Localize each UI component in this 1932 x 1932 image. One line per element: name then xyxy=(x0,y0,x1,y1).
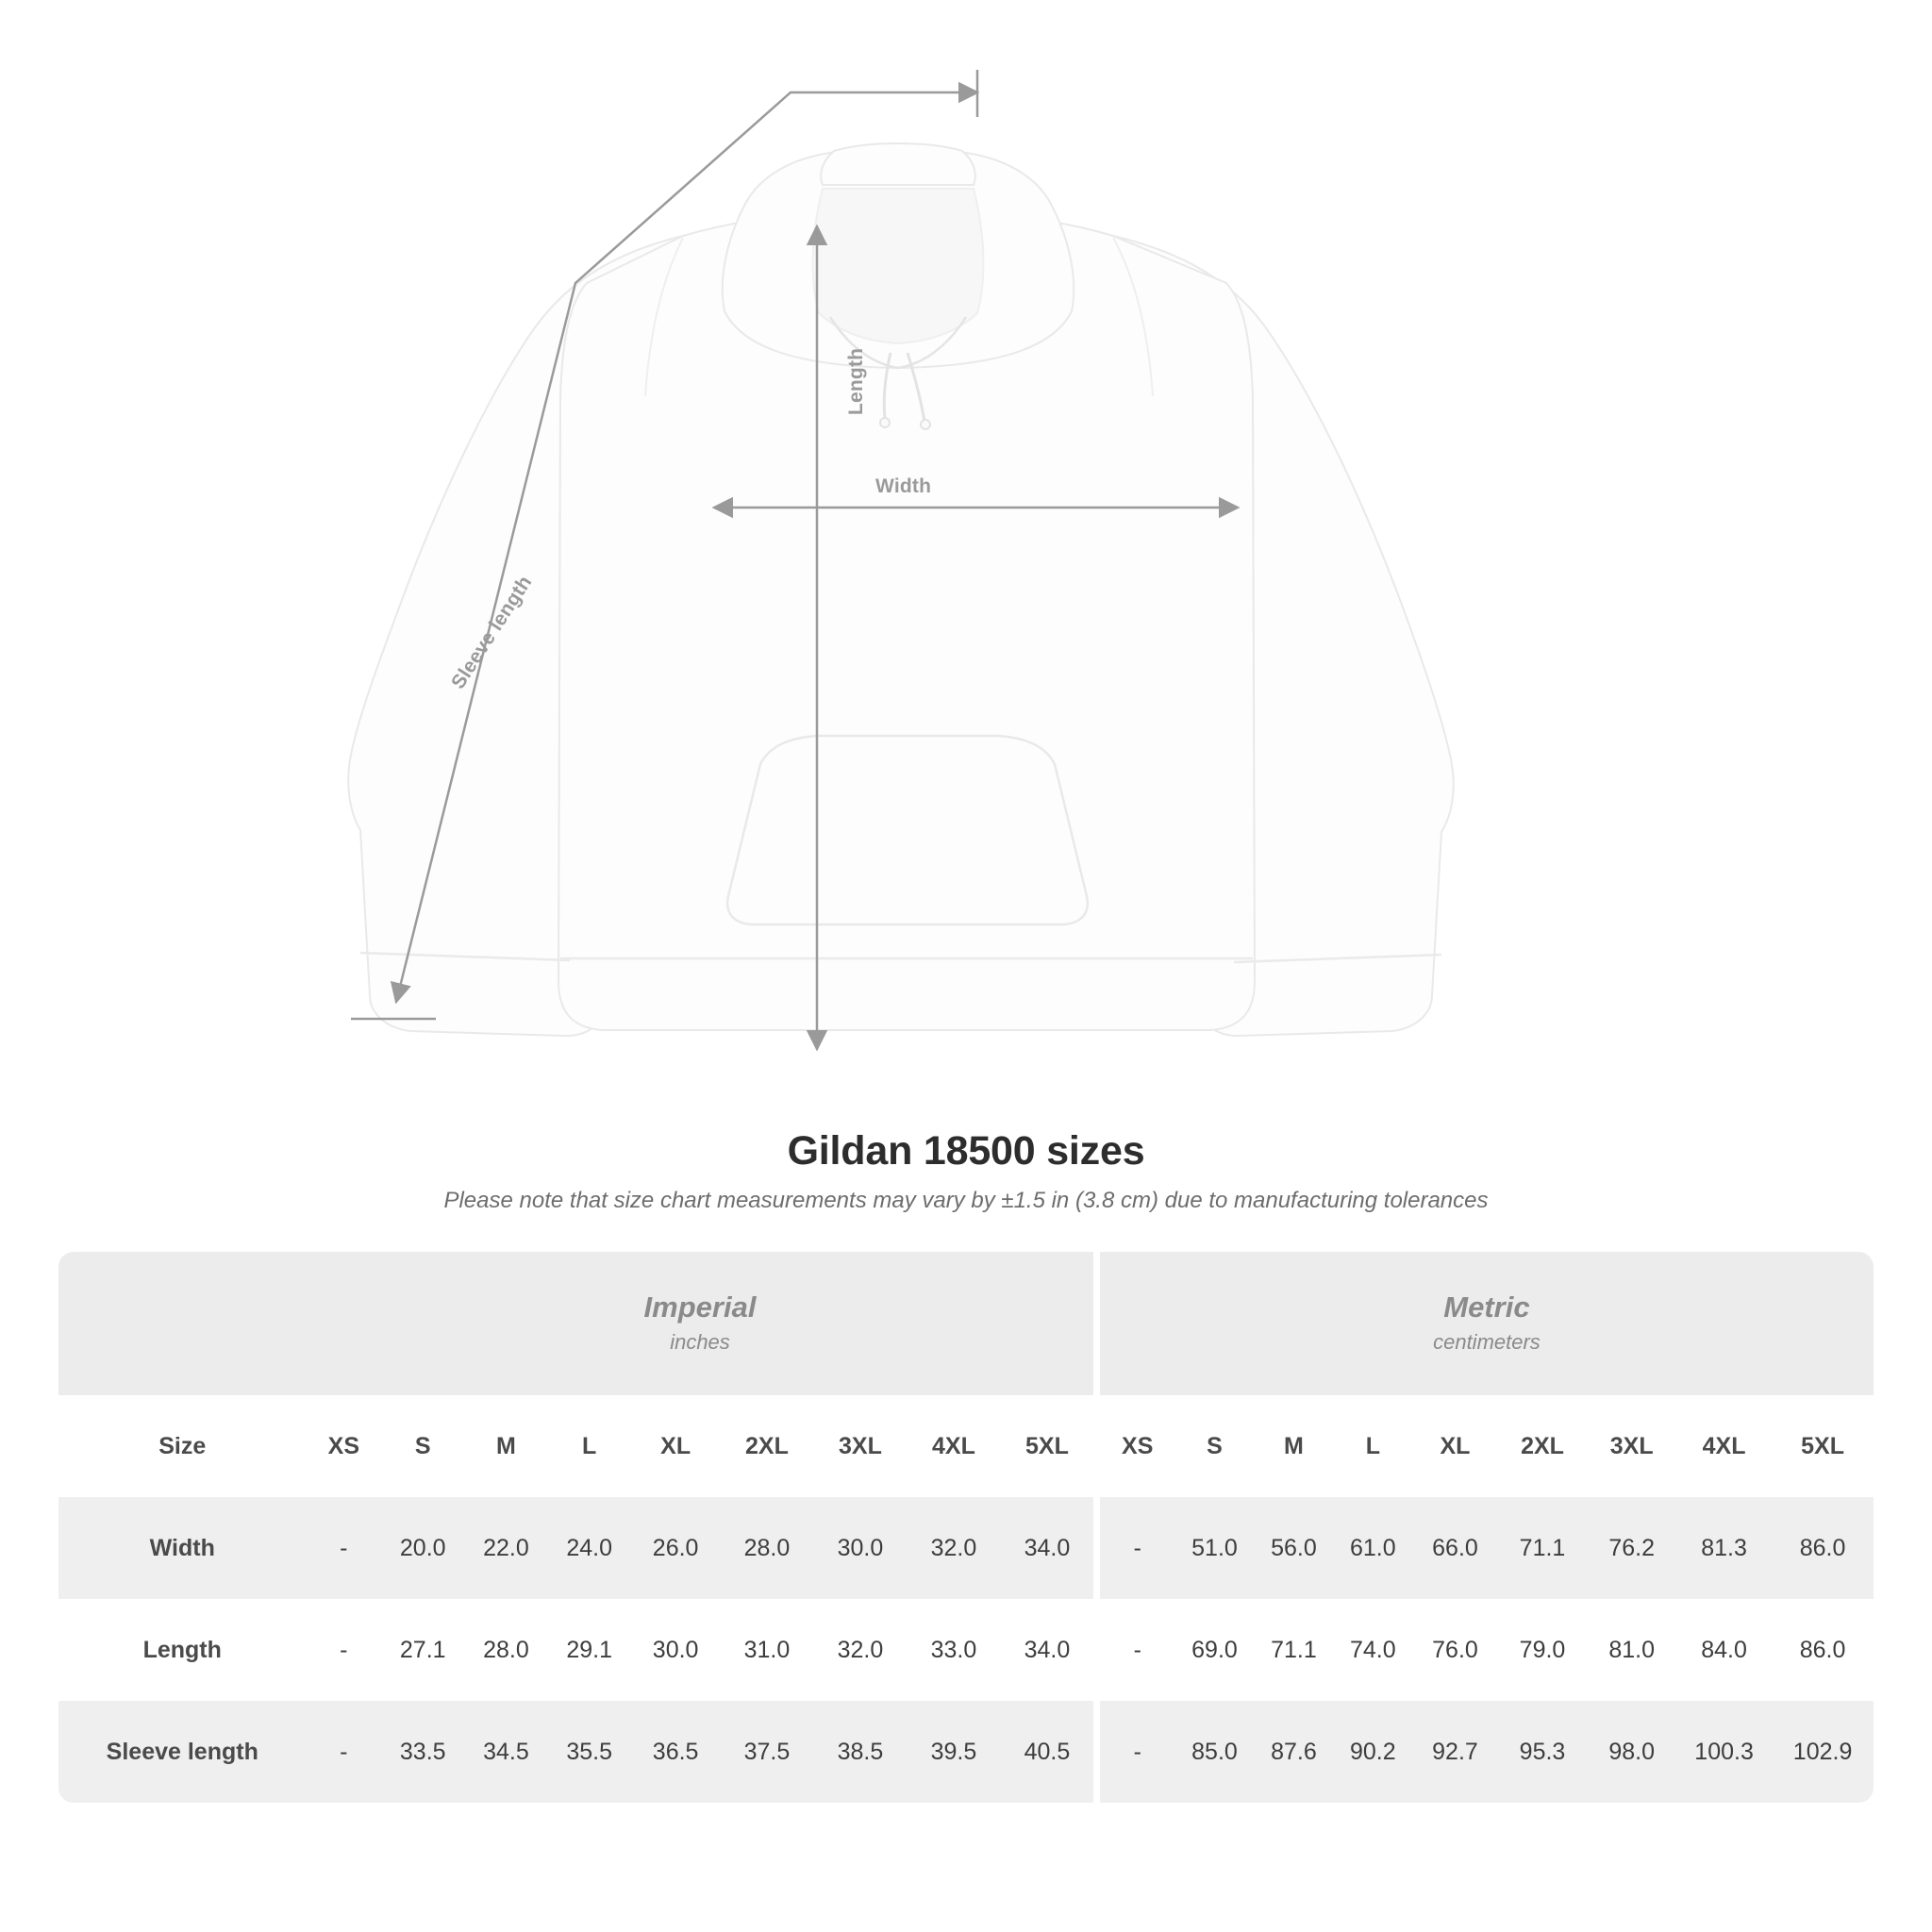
size-table xyxy=(58,1252,1874,1803)
cell-length-imperial-m: 28.0 xyxy=(483,1636,529,1663)
cell-length-metric-5xl: 86.0 xyxy=(1799,1636,1846,1663)
cell-width-imperial-s: 20.0 xyxy=(381,1497,464,1599)
header-imperial-l: L xyxy=(548,1395,631,1497)
cell-sleeve-metric-s: 85.0 xyxy=(1175,1701,1255,1803)
cell-length-metric-m: 71.1 xyxy=(1271,1636,1317,1663)
header-imperial-m: M xyxy=(464,1395,547,1497)
cell-width-imperial-m: 22.0 xyxy=(464,1497,547,1599)
cell-sleeve-imperial-s: 33.5 xyxy=(381,1701,464,1803)
header-imperial-s: S xyxy=(381,1395,464,1497)
cell-length-imperial-xl: 30.0 xyxy=(652,1636,699,1663)
cell-length-imperial-l: 29.1 xyxy=(566,1636,613,1663)
cell-width-imperial-3xl: 30.0 xyxy=(813,1497,907,1599)
cell-sleeve-imperial-4xl: 39.5 xyxy=(907,1701,1000,1803)
cell-length-metric-xl: 76.0 xyxy=(1432,1636,1478,1663)
cell-sleeve-metric-xl: 92.7 xyxy=(1412,1701,1497,1803)
cell-sleeve-metric-l: 90.2 xyxy=(1333,1701,1412,1803)
cell-length-imperial-3xl: 32.0 xyxy=(837,1636,884,1663)
cell-width-metric-3xl: 76.2 xyxy=(1587,1497,1676,1599)
header-size-label: Size xyxy=(58,1395,307,1497)
header-metric-s: S xyxy=(1175,1395,1255,1497)
cell-sleeve-imperial-l: 35.5 xyxy=(548,1701,631,1803)
header-metric-5xl: 5XL xyxy=(1772,1395,1874,1497)
header-metric-xl: XL xyxy=(1412,1395,1497,1497)
unit-imperial-unit: inches xyxy=(670,1329,730,1354)
cell-length-imperial-xs: - xyxy=(340,1636,348,1663)
cell-sleeve-imperial-3xl: 38.5 xyxy=(813,1701,907,1803)
cell-sleeve-metric-xs: - xyxy=(1100,1701,1175,1803)
tolerance-note: Please note that size chart measurements may vary by ±1.5 in (3.8 cm) due to manufacturing tolerances xyxy=(443,1188,1489,1213)
unit-metric-unit: centimeters xyxy=(1433,1329,1541,1354)
cell-sleeve-imperial-xs: - xyxy=(307,1701,382,1803)
unit-header-row xyxy=(58,1252,1874,1395)
length-label: Length xyxy=(845,347,867,415)
header-imperial-3xl: 3XL xyxy=(813,1395,907,1497)
cell-length-metric-s: 69.0 xyxy=(1191,1636,1238,1663)
cell-length-imperial-5xl: 34.0 xyxy=(1024,1636,1071,1663)
unit-imperial-name: Imperial xyxy=(643,1291,757,1324)
cell-sleeve-imperial-m: 34.5 xyxy=(464,1701,547,1803)
cell-width-metric-m: 56.0 xyxy=(1254,1497,1333,1599)
cell-length-imperial-4xl: 33.0 xyxy=(930,1636,977,1663)
cell-width-imperial-l: 24.0 xyxy=(548,1497,631,1599)
header-imperial-xl: XL xyxy=(631,1395,721,1497)
header-imperial-4xl: 4XL xyxy=(907,1395,1000,1497)
row-label-sleeve-length: Sleeve length xyxy=(58,1701,307,1803)
page-title: Gildan 18500 sizes xyxy=(787,1128,1145,1174)
unit-header-metric xyxy=(1100,1252,1874,1395)
table-row xyxy=(58,1497,1874,1599)
cell-length-imperial-s: 27.1 xyxy=(399,1636,446,1663)
cell-sleeve-metric-5xl: 102.9 xyxy=(1772,1701,1874,1803)
header-imperial-5xl: 5XL xyxy=(1000,1395,1093,1497)
cell-sleeve-metric-m: 87.6 xyxy=(1254,1701,1333,1803)
table-row xyxy=(58,1599,1874,1701)
cell-sleeve-imperial-2xl: 37.5 xyxy=(720,1701,813,1803)
header-metric-m: M xyxy=(1254,1395,1333,1497)
sleeve-length-label: Sleeve length xyxy=(447,572,537,693)
cell-width-imperial-xs: - xyxy=(307,1497,382,1599)
size-header-row xyxy=(58,1395,1874,1497)
cell-sleeve-metric-4xl: 100.3 xyxy=(1676,1701,1772,1803)
unit-metric-name: Metric xyxy=(1443,1291,1530,1324)
cell-width-metric-xs: - xyxy=(1100,1497,1175,1599)
cell-sleeve-imperial-5xl: 40.5 xyxy=(1000,1701,1093,1803)
cell-width-imperial-5xl: 34.0 xyxy=(1000,1497,1093,1599)
header-metric-4xl: 4XL xyxy=(1676,1395,1772,1497)
unit-header-spacer xyxy=(58,1252,307,1395)
cell-width-imperial-xl: 26.0 xyxy=(631,1497,721,1599)
unit-header-imperial xyxy=(307,1252,1094,1395)
cell-length-metric-xs: - xyxy=(1133,1636,1141,1663)
cell-width-metric-s: 51.0 xyxy=(1175,1497,1255,1599)
cell-width-metric-2xl: 71.1 xyxy=(1498,1497,1588,1599)
cell-sleeve-imperial-xl: 36.5 xyxy=(631,1701,721,1803)
title-block xyxy=(0,1128,1932,1214)
cell-sleeve-metric-3xl: 98.0 xyxy=(1587,1701,1676,1803)
cell-width-metric-5xl: 86.0 xyxy=(1772,1497,1874,1599)
header-metric-2xl: 2XL xyxy=(1498,1395,1588,1497)
cell-sleeve-metric-2xl: 95.3 xyxy=(1498,1701,1588,1803)
header-metric-xs: XS xyxy=(1100,1395,1175,1497)
cell-width-imperial-2xl: 28.0 xyxy=(720,1497,813,1599)
row-label-width: Width xyxy=(58,1497,307,1599)
cell-length-metric-4xl: 84.0 xyxy=(1701,1636,1747,1663)
cell-length-metric-l: 74.0 xyxy=(1350,1636,1396,1663)
cell-length-metric-2xl: 79.0 xyxy=(1519,1636,1566,1663)
cell-width-metric-xl: 66.0 xyxy=(1412,1497,1497,1599)
cell-width-imperial-4xl: 32.0 xyxy=(907,1497,1000,1599)
header-metric-3xl: 3XL xyxy=(1587,1395,1676,1497)
cell-width-metric-4xl: 81.3 xyxy=(1676,1497,1772,1599)
width-label: Width xyxy=(875,475,932,497)
header-imperial-2xl: 2XL xyxy=(720,1395,813,1497)
header-metric-l: L xyxy=(1333,1395,1412,1497)
cell-length-imperial-2xl: 31.0 xyxy=(743,1636,791,1663)
size-table-wrap xyxy=(58,1252,1874,1803)
table-row xyxy=(58,1701,1874,1803)
row-label-length: Length xyxy=(142,1636,222,1663)
cell-width-metric-l: 61.0 xyxy=(1333,1497,1412,1599)
cell-length-metric-3xl: 81.0 xyxy=(1608,1636,1656,1663)
header-imperial-xs: XS xyxy=(307,1395,382,1497)
